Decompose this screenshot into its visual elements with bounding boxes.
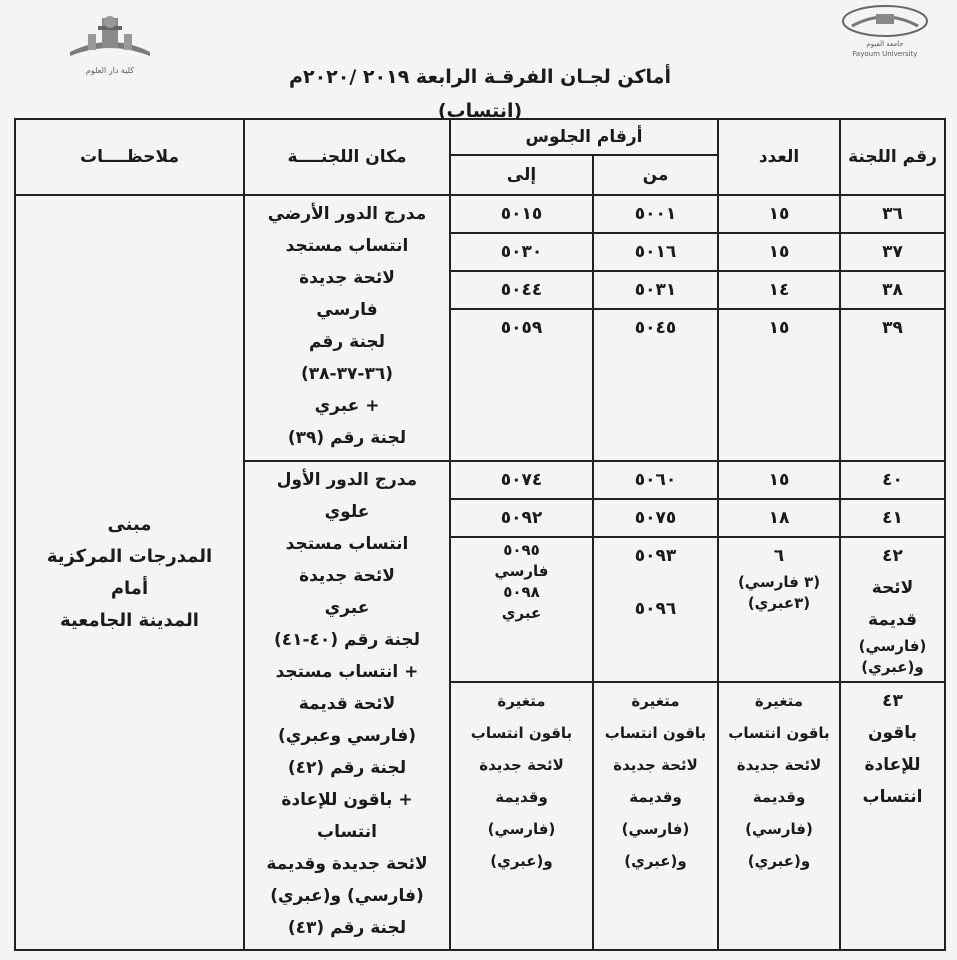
variable-note: و(عبري) (747, 852, 811, 870)
seat-from (593, 682, 718, 950)
variable-label: متغيرة (631, 692, 680, 710)
seat-to: ٥٠٣٠ (450, 233, 593, 271)
header-place: مكان اللجنــــة (244, 119, 450, 195)
notes-line: المدينة الجامعية (60, 609, 199, 631)
faculty-logo (60, 12, 160, 75)
place-line: لائحة جديدة (299, 268, 395, 288)
variable-note: لائحة جديدة (479, 756, 564, 774)
committee-no-note: لائحة (871, 578, 914, 598)
seat-from: ٥٠١٦ (593, 233, 718, 271)
committee-count-note: (٣ فارسي) (737, 573, 821, 591)
variable-note: وقديمة (495, 788, 548, 806)
place-line: لجنة رقم (٣٩) (287, 428, 407, 448)
notes-line: أمام (110, 577, 149, 599)
committee-table (14, 118, 946, 951)
place-line: مدرج الدور الأول (276, 470, 418, 490)
spacer (598, 572, 713, 593)
place-line: + عبري (314, 396, 380, 416)
place-group-1 (244, 195, 450, 461)
seat-to (450, 682, 593, 950)
seat-from-value: ٥٠٩٦ (634, 599, 677, 619)
seat-to: ٥٠١٥ (450, 195, 593, 233)
place-line: مدرج الدور الأرضي (267, 204, 427, 224)
committee-count-note: (٣عبري) (747, 594, 811, 612)
seat-from: ٥٠٦٠ (593, 461, 718, 499)
variable-note: لائحة جديدة (736, 756, 822, 774)
variable-note: و(عبري) (624, 852, 687, 870)
committee-no: ٣٦ (840, 195, 945, 233)
variable-note: باقون انتساب (470, 724, 573, 742)
seat-to-value: ٥٠٩٨ (503, 583, 540, 601)
page-title: أماكن لجـان الفرقـة الرابعة ٢٠١٩ /٢٠٢٠م (289, 66, 671, 88)
committee-no-note: قديمة (867, 610, 918, 630)
place-line: (فارسي وعبري) (278, 726, 416, 746)
seat-to-note: فارسي (494, 562, 549, 580)
committee-no: ٤٠ (840, 461, 945, 499)
place-line: لجنة رقم (٤٠-٤١) (273, 630, 421, 650)
seat-to (450, 537, 593, 682)
committee-count (718, 682, 840, 950)
committee-count: ١٤ (718, 271, 840, 309)
variable-note: (فارسي) (487, 820, 556, 838)
table-row (15, 195, 945, 233)
committee-no-note: للإعادة (864, 755, 921, 775)
committee-no: ٣٨ (840, 271, 945, 309)
committee-no-value: ٤٣ (882, 691, 903, 711)
variable-note: لائحة جديدة (613, 756, 698, 774)
seat-to: ٥٠٤٤ (450, 271, 593, 309)
university-logo-caption-en: Fayoum University (852, 50, 918, 58)
committee-no-note: انتساب (862, 787, 923, 807)
committee-count-value: ٦ (773, 546, 785, 566)
header-from: من (593, 155, 718, 195)
committee-count (718, 537, 840, 682)
committee-count: ١٥ (718, 233, 840, 271)
variable-note: و(عبري) (490, 852, 553, 870)
place-line: عبري (324, 598, 370, 618)
committee-no-note: (فارسي) (858, 637, 927, 655)
header-notes: ملاحظــــات (15, 119, 244, 195)
header-to: إلى (450, 155, 593, 195)
place-line: (فارسي) و(عبري) (270, 886, 424, 906)
committee-count: ١٥ (718, 461, 840, 499)
variable-label: متغيرة (754, 692, 804, 710)
place-line: انتساب مستجد (285, 534, 409, 554)
committee-count: ١٥ (718, 309, 840, 461)
seat-from: ٥٠٠١ (593, 195, 718, 233)
committee-no: ٣٧ (840, 233, 945, 271)
variable-note: باقون انتساب (604, 724, 707, 742)
place-line: + باقون للإعادة (281, 790, 413, 810)
place-line: + انتساب مستجد (275, 662, 419, 682)
variable-note: باقون انتساب (728, 724, 830, 742)
variable-note: وقديمة (629, 788, 682, 806)
committee-no: ٣٩ (840, 309, 945, 461)
place-line: لائحة جديدة (299, 566, 395, 586)
place-line: انتساب مستجد (285, 236, 409, 256)
committee-no-value: ٤٢ (882, 546, 903, 566)
seat-to: ٥٠٩٢ (450, 499, 593, 537)
place-line: علوي (324, 502, 370, 522)
place-line: لائحة قديمة (298, 694, 396, 714)
committee-no: ٤١ (840, 499, 945, 537)
committee-no-note: و(عبري) (861, 658, 924, 676)
university-logo (835, 4, 935, 58)
faculty-emblem-icon (62, 12, 158, 64)
header-count: العدد (718, 119, 840, 195)
notes-line: المدرجات المركزية (46, 545, 213, 567)
variable-note: (فارسي) (745, 820, 813, 838)
header-seats: أرقام الجلوس (450, 119, 718, 155)
seat-to-value: ٥٠٩٥ (503, 541, 540, 559)
place-line: (٣٦-٣٧-٣٨) (301, 364, 393, 384)
committee-count: ١٨ (718, 499, 840, 537)
header-committee-no: رقم اللجنة (840, 119, 945, 195)
seat-from: ٥٠٧٥ (593, 499, 718, 537)
place-line: انتساب (317, 822, 377, 842)
seat-from: ٥٠٣١ (593, 271, 718, 309)
place-line: لجنة رقم (٤٣) (287, 918, 407, 938)
place-line: لجنة رقم (٤٢) (287, 758, 407, 778)
seat-to-note: عبري (501, 604, 542, 622)
place-line: لائحة جديدة وقديمة (266, 854, 428, 874)
seat-from: ٥٠٤٥ (593, 309, 718, 461)
notes-line: مبنى (107, 513, 152, 535)
committee-no-note: باقون (867, 723, 918, 743)
committee-no (840, 537, 945, 682)
page-subtitle: (انتساب) (437, 100, 523, 122)
seat-to: ٥٠٥٩ (450, 309, 593, 461)
notes-cell (15, 195, 244, 950)
committee-no (840, 682, 945, 950)
variable-note: (فارسي) (621, 820, 690, 838)
variable-label: متغيرة (497, 692, 546, 710)
seat-from-value: ٥٠٩٣ (634, 546, 677, 566)
university-emblem-icon (840, 4, 930, 38)
committee-count: ١٥ (718, 195, 840, 233)
seat-from (593, 537, 718, 682)
faculty-logo-caption: كلية دار العلوم (85, 66, 135, 75)
place-line: فارسي (316, 300, 378, 320)
seat-to: ٥٠٧٤ (450, 461, 593, 499)
place-line: لجنة رقم (308, 332, 386, 352)
university-logo-caption-ar: جامعة الفيوم (866, 40, 904, 48)
place-group-2 (244, 461, 450, 950)
variable-note: وقديمة (752, 788, 806, 806)
